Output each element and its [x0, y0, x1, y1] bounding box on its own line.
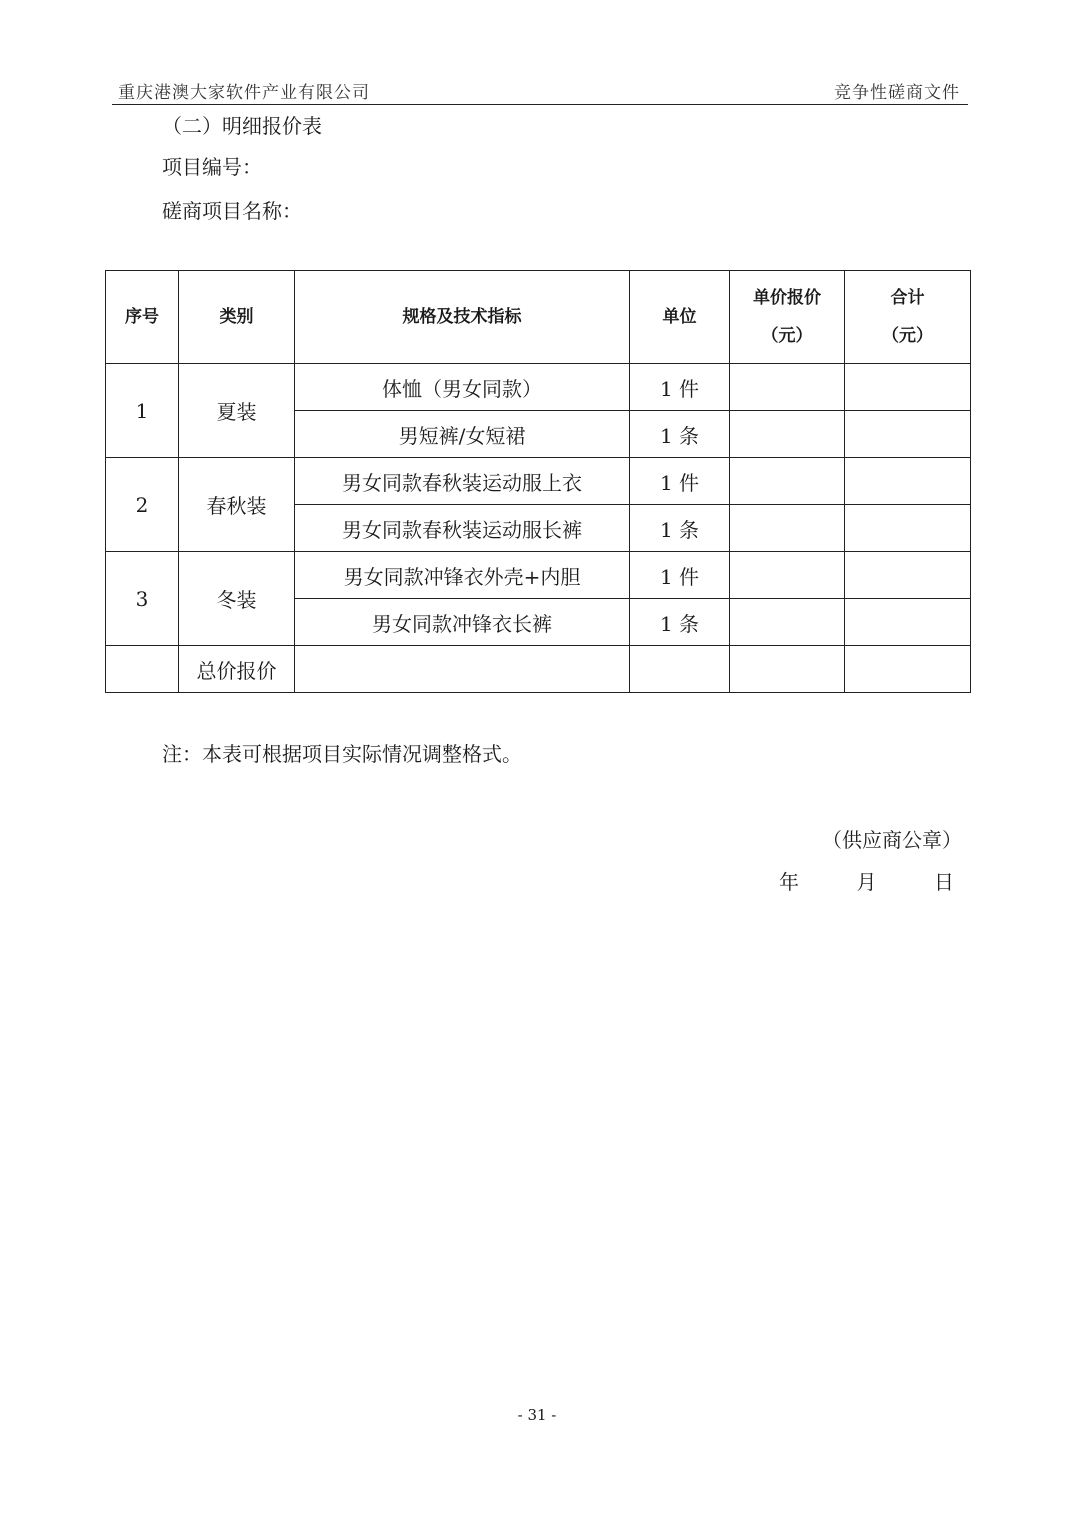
header-company: 重庆港澳大家软件产业有限公司: [118, 83, 370, 103]
row-spec: 男女同款春秋装运动服上衣: [295, 458, 630, 505]
row-category: 冬装: [179, 552, 295, 646]
row-spec: 男女同款春秋装运动服长裤: [295, 505, 630, 552]
row-seq: 1: [106, 364, 179, 458]
project-number-label: 项目编号：: [162, 155, 262, 179]
header-unit-price-label: 单价报价: [753, 288, 821, 308]
table-note: 注：本表可根据项目实际情况调整格式。: [162, 742, 522, 766]
total-cell[interactable]: [845, 411, 971, 458]
header-spec: 规格及技术指标: [295, 271, 630, 364]
header-unit-price-currency: （元）: [761, 326, 813, 346]
row-unit: 1 件: [630, 552, 730, 599]
table-row: [106, 552, 971, 599]
header-category: 类别: [179, 271, 295, 364]
quote-table: [105, 270, 971, 693]
total-row-unit: [630, 646, 730, 693]
header-total: [845, 271, 971, 364]
total-cell[interactable]: [845, 505, 971, 552]
page-number: - 31 -: [517, 1406, 557, 1424]
header-doc-type: 竞争性磋商文件: [834, 83, 960, 103]
date-day: 日: [934, 870, 954, 894]
unit-price-cell[interactable]: [730, 411, 845, 458]
total-cell[interactable]: [845, 552, 971, 599]
date-year: 年: [779, 870, 799, 894]
table-row: [106, 458, 971, 505]
total-row-unit-price[interactable]: [730, 646, 845, 693]
total-row-spec: [295, 646, 630, 693]
header-seq: 序号: [106, 271, 179, 364]
table-header-row: [106, 271, 971, 364]
row-unit: 1 条: [630, 411, 730, 458]
table-row: [106, 364, 971, 411]
total-cell[interactable]: [845, 599, 971, 646]
row-seq: 3: [106, 552, 179, 646]
header-total-label: 合计: [890, 288, 925, 308]
total-cell[interactable]: [845, 458, 971, 505]
row-spec: 男女同款冲锋衣长裤: [295, 599, 630, 646]
row-spec: 体恤（男女同款）: [295, 364, 630, 411]
header-unit: 单位: [630, 271, 730, 364]
date-line: [779, 866, 954, 895]
row-unit: 1 条: [630, 505, 730, 552]
total-row: [106, 646, 971, 693]
row-spec: 男女同款冲锋衣外壳+内胆: [295, 552, 630, 599]
unit-price-cell[interactable]: [730, 505, 845, 552]
unit-price-cell[interactable]: [730, 364, 845, 411]
row-category: 春秋装: [179, 458, 295, 552]
supplier-seal: （供应商公章）: [822, 828, 962, 852]
row-category: 夏装: [179, 364, 295, 458]
unit-price-cell[interactable]: [730, 552, 845, 599]
total-cell[interactable]: [845, 364, 971, 411]
date-month: 月: [856, 870, 877, 894]
row-spec: 男短裤/女短裙: [295, 411, 630, 458]
header-divider: [112, 104, 968, 105]
unit-price-cell[interactable]: [730, 599, 845, 646]
unit-price-cell[interactable]: [730, 458, 845, 505]
row-unit: 1 件: [630, 364, 730, 411]
row-unit: 1 件: [630, 458, 730, 505]
row-unit: 1 条: [630, 599, 730, 646]
header-unit-price: [730, 271, 845, 364]
section-title: （二）明细报价表: [162, 114, 322, 138]
total-row-seq: [106, 646, 179, 693]
row-seq: 2: [106, 458, 179, 552]
header-total-currency: （元）: [882, 326, 933, 346]
project-name-label: 磋商项目名称：: [162, 199, 302, 223]
grand-total-cell[interactable]: [845, 646, 971, 693]
total-label: 总价报价: [179, 646, 295, 693]
